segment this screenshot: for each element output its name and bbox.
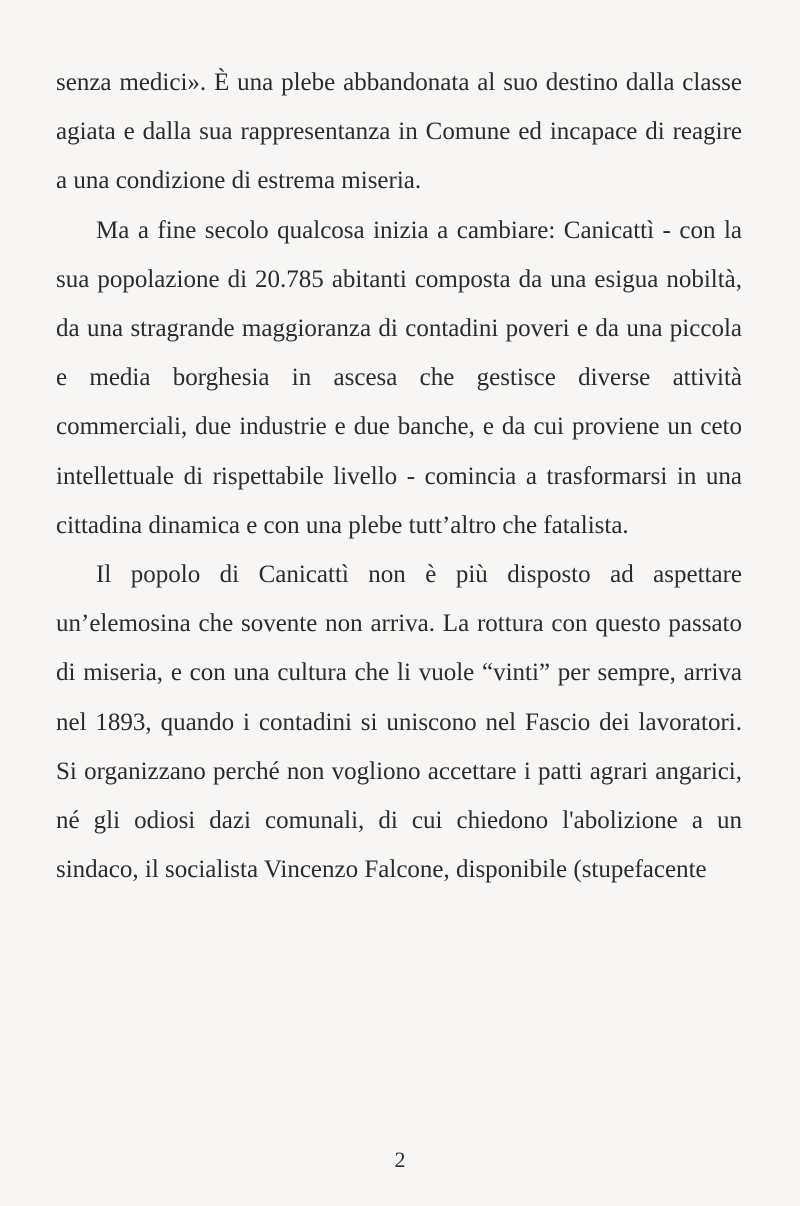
paragraph-2: Ma a fine secolo qualcosa inizia a cambiare: Canicattì - con la sua popolazione di 20.785 abitanti composta da una esigua nobiltà, da una stragrande maggioranza di contadini poveri e da una piccola e media borghesia in ascesa che gestisce diverse attività commerciali, due industrie e due banche, e da cui proviene un ceto intellettuale di rispettabile livello - comincia a trasformarsi in una cittadina dinamica e con una plebe tutt’altro che fatalista. <box>56 216 742 539</box>
body-text <box>56 58 742 894</box>
paragraph-1: senza medici». È una plebe abbandonata al suo destino dalla classe agiata e dalla sua rappresentanza in Comune ed incapace di reagire a una condizione di estrema miseria. <box>56 69 742 195</box>
page-number: 2 <box>394 1147 406 1172</box>
paragraph-3: Il popolo di Canicattì non è più disposto ad aspettare un’elemosina che sovente non arriva. La rottura con questo passato di miseria, e con una cultura che li vuole “vinti” per sempre, arriva nel 1893, quando i contadini si uniscono nel Fascio dei lavoratori. Si organizzano perché non vogliono accettare i patti agrari angarici, né gli odiosi dazi comunali, di cui chiedono l'abolizione a un sindaco, il socialista Vincenzo Falcone, disponibile (stupefacente <box>56 561 742 884</box>
